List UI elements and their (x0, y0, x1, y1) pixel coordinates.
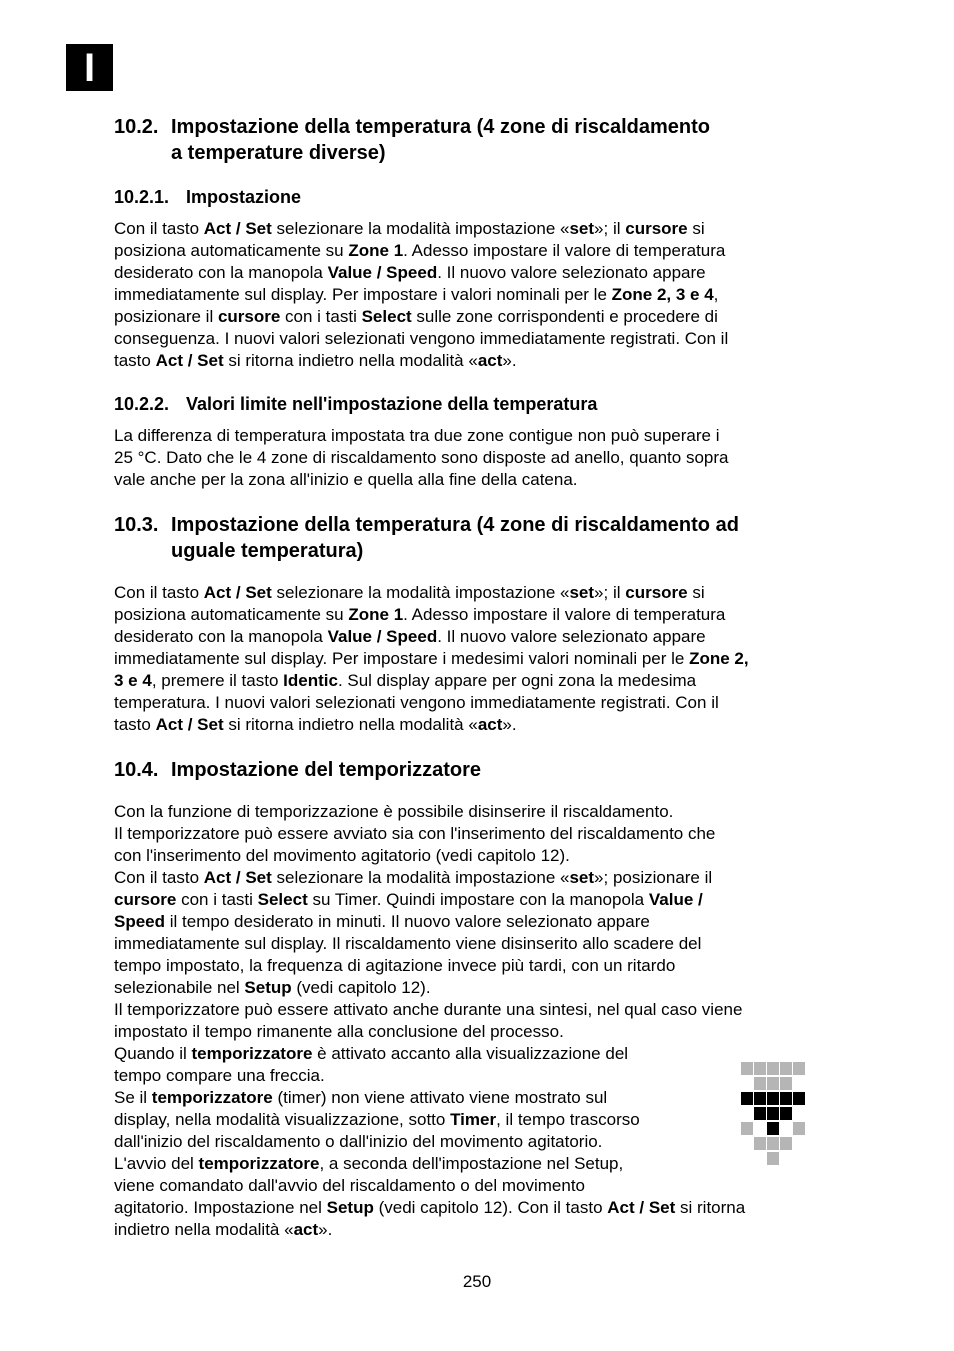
text-run: »; il (594, 219, 626, 238)
section-10-4-heading (114, 757, 854, 783)
text-line (114, 1197, 842, 1219)
bold-term: Act / Set (203, 868, 272, 887)
section-10-4-body (114, 801, 842, 1241)
text-run: si ritorna (675, 1198, 746, 1217)
text-run: L'avvio del (114, 1154, 199, 1173)
text-run: ». (502, 715, 517, 734)
bold-term: act (293, 1220, 319, 1239)
text-run: posiziona automaticamente su (114, 605, 349, 624)
bold-term: Identic (283, 671, 338, 690)
text-line (114, 425, 842, 447)
text-run: selezionare la modalità impostazione « (271, 583, 570, 602)
section-title-line1: Impostazione della temperatura (4 zone di riscaldamento (171, 116, 711, 138)
section-title: Impostazione del temporizzatore (171, 759, 482, 781)
text-line (114, 1021, 842, 1043)
text-run: agitatorio. Impostazione nel (114, 1198, 327, 1217)
arrow-pixel (767, 1152, 779, 1165)
bold-term: Setup (326, 1198, 374, 1217)
bold-term: Act / Set (155, 351, 224, 370)
text-line (114, 626, 842, 648)
arrow-pixel (767, 1092, 779, 1105)
section-10-2-1-heading (114, 186, 301, 208)
text-run: immediatamente sul display. Il riscaldamento viene disinserito allo scadere del (114, 934, 702, 953)
arrow-pixel (767, 1122, 779, 1135)
section-10-2-2-heading (114, 393, 597, 415)
text-run: tempo compare una freccia. (114, 1066, 325, 1085)
arrow-pixel (741, 1092, 753, 1105)
text-line (114, 823, 842, 845)
text-line (114, 845, 842, 867)
text-line (114, 933, 842, 955)
arrow-pixel (767, 1137, 779, 1150)
bold-term: temporizzatore (191, 1044, 313, 1063)
text-line (114, 350, 842, 372)
text-run: La differenza di temperatura impostata tra due zone contigue non può superare i (114, 426, 720, 445)
section-10-3-body (114, 582, 842, 736)
text-run: 25 °C. Dato che le 4 zone di riscaldamento sono disposte ad anello, quanto sopra (114, 448, 729, 467)
text-run: Il temporizzatore può essere avviato sia con l'inserimento del riscaldamento che (114, 824, 716, 843)
text-run: si (687, 583, 705, 602)
arrow-pixel (754, 1137, 766, 1150)
text-run: , (713, 285, 719, 304)
text-run: , a seconda dell'impostazione nel Setup, (319, 1154, 624, 1173)
bold-term: Zone 2, 3 e 4 (611, 285, 714, 304)
text-run: posizionare il (114, 307, 218, 326)
bold-term: Zone 1 (348, 605, 404, 624)
text-run: immediatamente sul display. Per impostare i medesimi valori nominali per le (114, 649, 690, 668)
bold-term: cursore (217, 307, 281, 326)
arrow-pixel (741, 1062, 753, 1075)
bold-term: cursore (625, 583, 688, 602)
text-run: , il tempo trascorso (496, 1110, 640, 1129)
bold-term: Zone 1 (348, 241, 404, 260)
text-run: . Adesso impostare il valore di temperatura (403, 241, 726, 260)
text-run: si ritorna indietro nella modalità « (223, 715, 478, 734)
section-10-2-heading (114, 114, 854, 166)
subsection-number: 10.2.1. (114, 187, 170, 207)
text-line (114, 1219, 842, 1241)
bold-term: Speed (114, 912, 166, 931)
text-run: dall'inizio del riscaldamento o dall'inizio del movimento agitatorio. (114, 1132, 603, 1151)
section-10-2-2-body (114, 425, 842, 491)
bold-term: cursore (625, 219, 688, 238)
text-run: desiderato con la manopola (114, 627, 328, 646)
bold-term: Act / Set (155, 715, 224, 734)
text-run: si (687, 219, 705, 238)
text-run: »; posizionare il (594, 868, 713, 887)
text-run: desiderato con la manopola (114, 263, 328, 282)
arrow-pixel (741, 1122, 753, 1135)
arrow-pixel (754, 1107, 766, 1120)
section-10-3-heading (114, 512, 854, 564)
text-run: posiziona automaticamente su (114, 241, 349, 260)
bold-term: act (477, 351, 503, 370)
arrow-pixel (793, 1062, 805, 1075)
bold-term: temporizzatore (198, 1154, 320, 1173)
bold-term: Value / Speed (327, 627, 438, 646)
arrow-pixel (767, 1107, 779, 1120)
text-run: Con il tasto (114, 583, 204, 602)
text-line (114, 1109, 842, 1131)
text-run: tasto (114, 351, 156, 370)
text-run: . Sul display appare per ogni zona la medesima (337, 671, 697, 690)
bold-term: Timer (450, 1110, 497, 1129)
text-run: , premere il tasto (151, 671, 284, 690)
arrow-pixel (780, 1092, 792, 1105)
text-run: . Il nuovo valore selezionato appare (437, 263, 706, 282)
text-line (114, 670, 842, 692)
text-line (114, 604, 842, 626)
arrow-pixel (754, 1092, 766, 1105)
text-run: con l'inserimento del movimento agitatorio (vedi capitolo 12). (114, 846, 570, 865)
text-line (114, 284, 842, 306)
text-line (114, 648, 842, 670)
text-line (114, 889, 842, 911)
subsection-number: 10.2.2. (114, 394, 170, 414)
arrow-pixel (793, 1092, 805, 1105)
text-run: temperatura. I nuovi valori selezionati vengono immediatamente registrati. Con il (114, 693, 719, 712)
text-line (114, 1087, 842, 1109)
section-number: 10.2. (114, 116, 159, 138)
text-line (114, 867, 842, 889)
text-run: Se il (114, 1088, 152, 1107)
text-line (114, 999, 842, 1021)
arrow-pixel (780, 1062, 792, 1075)
text-run: è attivato accanto alla visualizzazione del (312, 1044, 629, 1063)
text-line (114, 911, 842, 933)
text-run: conseguenza. I nuovi valori selezionati vengono immediatamente registrati. Con il (114, 329, 729, 348)
text-run: (vedi capitolo 12). Con il tasto (373, 1198, 608, 1217)
text-line (114, 582, 842, 604)
bold-term: Setup (244, 978, 292, 997)
subsection-title: Impostazione (186, 187, 302, 207)
text-run: »; il (594, 583, 626, 602)
bold-term: Act / Set (203, 219, 272, 238)
page-number: 250 (462, 1272, 492, 1291)
arrow-pixel (780, 1107, 792, 1120)
text-run: display, nella modalità visualizzazione, sotto (114, 1110, 451, 1129)
text-run: ». (318, 1220, 333, 1239)
text-run: si ritorna indietro nella modalità « (223, 351, 478, 370)
text-run: selezionare la modalità impostazione « (271, 219, 570, 238)
text-line (114, 714, 842, 736)
text-line (114, 1175, 842, 1197)
text-run: indietro nella modalità « (114, 1220, 294, 1239)
text-run: viene comandato dall'avvio del riscaldamento o del movimento (114, 1176, 586, 1195)
bold-term: act (477, 715, 503, 734)
text-run: selezionabile nel (114, 978, 245, 997)
bold-term: Act / Set (607, 1198, 676, 1217)
language-tab: I (66, 44, 113, 91)
section-title-line1: Impostazione della temperatura (4 zone di riscaldamento ad (171, 514, 739, 536)
text-line (114, 801, 842, 823)
text-run: sulle zone corrispondenti e procedere di (411, 307, 718, 326)
arrow-pixel (767, 1062, 779, 1075)
text-line (114, 1043, 842, 1065)
section-number: 10.3. (114, 514, 159, 536)
bold-term: 3 e 4 (114, 671, 152, 690)
bold-term: temporizzatore (151, 1088, 273, 1107)
bold-term: Select (257, 890, 308, 909)
bold-term: Zone 2, (689, 649, 749, 668)
timer-arrow-icon (740, 1061, 806, 1167)
text-run: . Adesso impostare il valore di temperatura (403, 605, 726, 624)
text-line (114, 262, 842, 284)
arrow-pixel (754, 1062, 766, 1075)
section-number: 10.4. (114, 759, 159, 781)
text-run: con i tasti (176, 890, 258, 909)
text-line (114, 955, 842, 977)
text-run: il tempo desiderato in minuti. Il nuovo valore selezionato appare (165, 912, 650, 931)
text-run: Con la funzione di temporizzazione è possibile disinserire il riscaldamento. (114, 802, 674, 821)
text-run: vale anche per la zona all'inizio e quella alla fine della catena. (114, 470, 578, 489)
text-run: immediatamente sul display. Per impostare i valori nominali per le (114, 285, 612, 304)
arrow-pixel (793, 1122, 805, 1135)
text-line (114, 1131, 842, 1153)
arrow-pixel (767, 1077, 779, 1090)
text-line (114, 328, 842, 350)
section-title-line2: uguale temperatura) (171, 540, 364, 562)
arrow-pixel (754, 1077, 766, 1090)
text-line (114, 692, 842, 714)
text-line (114, 1065, 842, 1087)
text-run: con i tasti (280, 307, 362, 326)
text-run: . Il nuovo valore selezionato appare (437, 627, 706, 646)
text-run: Con il tasto (114, 868, 204, 887)
text-line (114, 306, 842, 328)
text-run: (timer) non viene attivato viene mostrato sul (272, 1088, 608, 1107)
text-line (114, 447, 842, 469)
bold-term: Value / Speed (327, 263, 438, 282)
text-run: selezionare la modalità impostazione « (271, 868, 570, 887)
text-run: Quando il (114, 1044, 192, 1063)
bold-term: set (569, 219, 595, 238)
text-run: (vedi capitolo 12). (291, 978, 431, 997)
text-run: tempo impostato, la frequenza di agitazione invece più tardi, con un ritardo (114, 956, 676, 975)
bold-term: Value / (648, 890, 703, 909)
bold-term: set (569, 868, 595, 887)
text-line (114, 469, 842, 491)
arrow-pixel (780, 1077, 792, 1090)
section-10-2-1-body (114, 218, 842, 372)
text-run: ». (502, 351, 517, 370)
text-run: Con il tasto (114, 219, 204, 238)
text-run: su Timer. Quindi impostare con la manopola (307, 890, 649, 909)
text-line (114, 1153, 842, 1175)
text-run: Il temporizzatore può essere attivato anche durante una sintesi, nel qual caso viene (114, 1000, 743, 1019)
arrow-pixel (780, 1137, 792, 1150)
text-line (114, 240, 842, 262)
subsection-title: Valori limite nell'impostazione della temperatura (186, 394, 598, 414)
section-title-line2: a temperature diverse) (171, 142, 386, 164)
text-run: impostato il tempo rimanente alla conclusione del processo. (114, 1022, 564, 1041)
bold-term: Select (361, 307, 412, 326)
text-run: tasto (114, 715, 156, 734)
bold-term: cursore (114, 890, 177, 909)
bold-term: set (569, 583, 595, 602)
text-line (114, 218, 842, 240)
text-line (114, 977, 842, 999)
bold-term: Act / Set (203, 583, 272, 602)
